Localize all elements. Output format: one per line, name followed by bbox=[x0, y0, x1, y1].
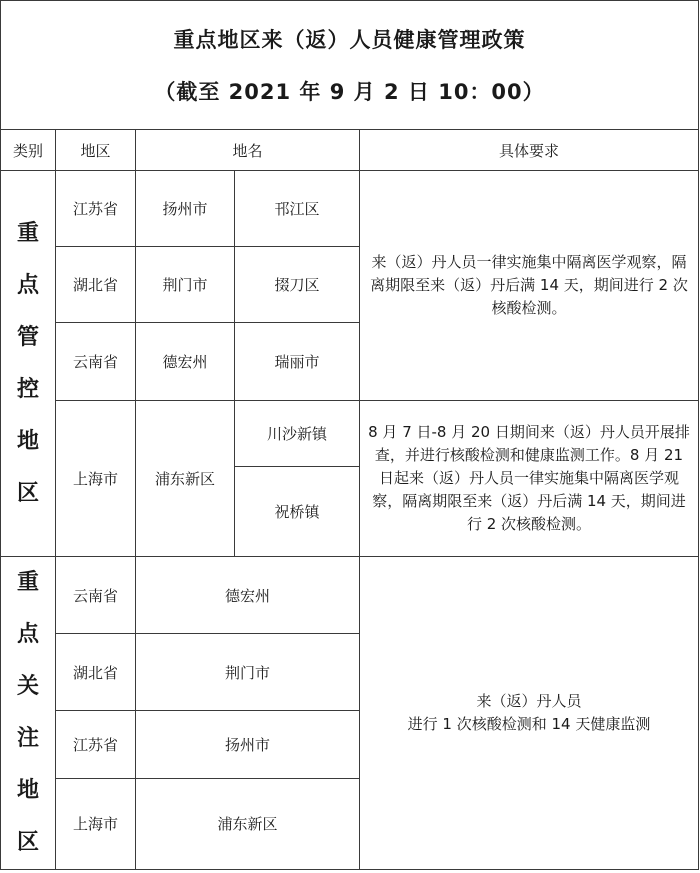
city-cell: 德宏州 bbox=[136, 323, 235, 401]
requirement-line: 来（返）丹人员 bbox=[476, 692, 582, 710]
district-cell: 川沙新镇 bbox=[235, 401, 360, 467]
title-cell bbox=[1, 1, 699, 130]
table-row bbox=[1, 557, 699, 634]
place-cell: 德宏州 bbox=[136, 557, 360, 634]
requirement-cell: 8 月 7 日-8 月 20 日期间来（返）丹人员开展排查，并进行核酸检测和健康监测工作。8 月 21 日起来（返）丹人员一律实施集中隔离医学观察，隔离期限至来（返）丹后满 14 天，期间进行 2 次核酸检测。 bbox=[360, 401, 699, 557]
header-place: 地名 bbox=[136, 130, 360, 171]
requirement-cell: 来（返）丹人员一律实施集中隔离医学观察，隔离期限至来（返）丹后满 14 天，期间进行 2 次核酸检测。 bbox=[360, 171, 699, 401]
header-row bbox=[1, 130, 699, 171]
district-cell: 邗江区 bbox=[235, 171, 360, 247]
table-row bbox=[1, 401, 699, 467]
place-cell: 浦东新区 bbox=[136, 778, 360, 870]
province-cell: 江苏省 bbox=[56, 711, 136, 778]
header-requirement: 具体要求 bbox=[360, 130, 699, 171]
document-date: （截至 2021 年 9 月 2 日 10：00） bbox=[154, 80, 545, 104]
place-cell: 荆门市 bbox=[136, 634, 360, 711]
place-cell: 扬州市 bbox=[136, 711, 360, 778]
city-cell: 浦东新区 bbox=[136, 401, 235, 557]
category-focus-areas bbox=[1, 557, 56, 870]
requirement-cell bbox=[360, 557, 699, 870]
district-cell: 祝桥镇 bbox=[235, 467, 360, 557]
district-cell: 瑞丽市 bbox=[235, 323, 360, 401]
city-cell: 扬州市 bbox=[136, 171, 235, 247]
category-label: 重 点 关 注 地 区 bbox=[16, 570, 39, 855]
header-region: 地区 bbox=[56, 130, 136, 171]
province-cell: 江苏省 bbox=[56, 171, 136, 247]
requirement-line: 进行 1 次核酸检测和 14 天健康监测 bbox=[407, 715, 651, 733]
title-row bbox=[1, 1, 699, 130]
table-row bbox=[1, 171, 699, 247]
category-control-areas bbox=[1, 171, 56, 557]
district-cell: 掇刀区 bbox=[235, 247, 360, 323]
province-cell: 云南省 bbox=[56, 557, 136, 634]
header-category: 类别 bbox=[1, 130, 56, 171]
province-cell: 湖北省 bbox=[56, 247, 136, 323]
province-cell: 上海市 bbox=[56, 401, 136, 557]
province-cell: 云南省 bbox=[56, 323, 136, 401]
category-label: 重 点 管 控 地 区 bbox=[16, 220, 39, 506]
city-cell: 荆门市 bbox=[136, 247, 235, 323]
province-cell: 湖北省 bbox=[56, 634, 136, 711]
province-cell: 上海市 bbox=[56, 778, 136, 870]
document-title: 重点地区来（返）人员健康管理政策 bbox=[173, 28, 526, 52]
